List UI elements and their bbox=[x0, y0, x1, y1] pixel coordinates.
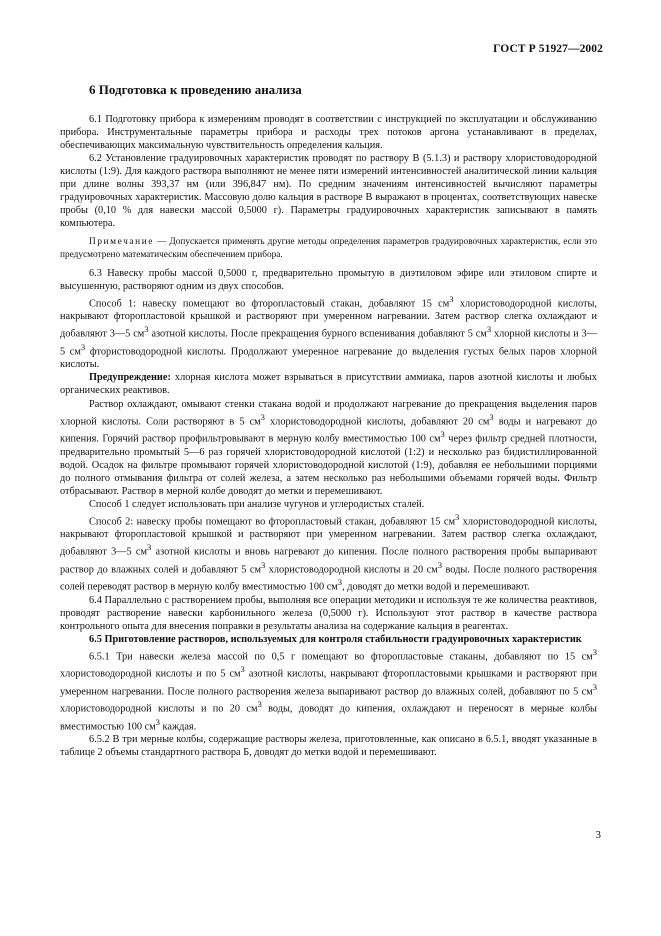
section-title: 6 Подготовка к проведению анализа bbox=[89, 82, 302, 97]
paragraph-6-5-1-text: хлористоводородной кислоты и по 5 см bbox=[60, 668, 241, 680]
method-1-text: хлорной кислоты и 3—5 см bbox=[60, 328, 597, 358]
paragraph-6-4: 6.4 Параллельно с растворением пробы, выполняя все операции методики и используя те же количества реактивов, проводят растворение навески карбонильного железа (0,5000 г). Используют этот раствор в качестве раствора контрольного опыта для внесения поправки в результаты анализа на содержание кальция в реагентах. bbox=[60, 594, 597, 632]
superscript: 3 bbox=[449, 293, 454, 304]
superscript: 3 bbox=[440, 429, 445, 440]
superscript: 3 bbox=[155, 716, 160, 727]
method-1 bbox=[60, 293, 597, 372]
superscript: 3 bbox=[147, 542, 152, 553]
method-1-text: Способ 1: навеску помещают во фторопластовый стакан, добавляют 15 см bbox=[89, 298, 450, 310]
method-1-usage: Способ 1 следует использовать при анализе чугунов и углеродистых сталей. bbox=[89, 498, 425, 510]
superscript: 3 bbox=[240, 664, 245, 675]
method-1-text: фтористоводородной кислоты. Продолжают умеренное нагревание до выделения густых белых паров хлорной кислоты. bbox=[60, 346, 598, 371]
superscript: 3 bbox=[489, 411, 494, 422]
superscript: 3 bbox=[454, 511, 460, 522]
note-label: Примечание bbox=[89, 237, 154, 248]
superscript: 3 bbox=[144, 324, 149, 335]
method-2 bbox=[60, 511, 597, 594]
cooling-text: хлористоводородной кислоты, добавляют 20 см bbox=[264, 415, 490, 427]
paragraph-6-1: 6.1 Подготовку прибора к измерениям проводят в соответствии с инструкцией по эксплуатации и обслуживанию прибора. Инструментальные параметры прибора и расходы трех потоков аргона устанавливают в пределах, обеспечивающих максимальную чувствительность определения кальция. bbox=[60, 114, 597, 152]
paragraph-6-2: 6.2 Установление градуировочных характеристик проводят по раствору В (5.1.3) и раствору хлористоводородной кислоты (1:9). Для каждого раствора выполняют не менее пяти измерений интенсивностей аналитической линии кальция при длине волны 393,37 нм (или 396,847 нм). По средним значениям интенсивностей вычисляют параметры градуировочных характеристик. Массовую долю кальция в растворе В выражают в процентах, соответствующих навеске пробы (0,10 % для навески массой 0,5000 г). Параметры градуировочных характеристик записывают в память компьютера. bbox=[60, 153, 597, 230]
body-text bbox=[60, 113, 597, 759]
cooling-text: через фильтр средней плотности, предварительно промытый 5—6 раз горячей хлористоводородной кислотой (1:2) и несколько раз бидистиллированной водой. Осадок на фильтре промывают горячей хлористоводородной кислотой (1:9), добавляя ее небольшими порциями до полного отмывания фильтра от солей железа, а затем несколько раз небольшими объемами горячей воды. Фильтр отбрасывают. Раствор в мерной колбе доводят до метки и перемешивают. bbox=[60, 433, 597, 497]
standard-code: ГОСТ Р 51927—2002 bbox=[493, 43, 603, 55]
paragraph-6-5-1-text: воды, доводят до кипения, охлаждают и переносят в мерные колбы вместимостью 100 см bbox=[60, 703, 597, 733]
cooling-text: воды и нагревают до кипения. Горячий раствор профильтровывают в мерную колбу вместимостью 100 см bbox=[60, 415, 598, 445]
superscript: 3 bbox=[80, 341, 86, 352]
page-number: 3 bbox=[595, 829, 601, 841]
cooling-paragraph bbox=[60, 398, 597, 498]
method-2-text: Способ 2: навеску пробы помещают во фторопластовый стакан, добавляют 15 см bbox=[89, 516, 455, 528]
paragraph-6-5-1-text: хлористоводородной кислоты и по 20 см bbox=[60, 703, 258, 715]
method-2-text: воды. После полного растворения солей переводят раствор в мерную колбу вместимостью 100 см bbox=[60, 564, 597, 593]
paragraph-6-5-heading: 6.5 Приготовление растворов, используемых для контроля стабильности градуировочных характеристик bbox=[89, 633, 582, 645]
warning-text: хлорная кислота может взрываться в присутствии аммиака, паров азотной кислоты и любых органических реактивов. bbox=[60, 372, 597, 397]
superscript: 3 bbox=[257, 699, 262, 710]
paragraph-6-5-1-text: каждая. bbox=[159, 721, 197, 733]
paragraph-6-5-1 bbox=[60, 646, 597, 733]
paragraph-6-5-1-text: 6.5.1 Три навески железа массой по 0,5 г помещают во фторопластовые стаканы, добавляют по 15 см bbox=[89, 651, 593, 663]
superscript: 3 bbox=[486, 324, 492, 335]
method-2-text: , доводят до метки водой и перемешивают. bbox=[342, 581, 530, 593]
method-1-text: азотной кислоты. После прекращения бурного вспенивания добавляют 5 см bbox=[148, 328, 487, 340]
method-2-text: хлористоводородной кислоты, накрывают фторопластовой крышкой и растворяют при умеренном нагревании. Затем раствор слегка охлаждают, добавляют 3—5 см bbox=[60, 516, 597, 558]
note-text: — Допускается применять другие методы определения параметров градуировочных характеристик, если это предусмотрено математическим обеспечением прибора. bbox=[60, 237, 597, 260]
method-1-text: хлористоводородной кислоты, накрывают фторопластовой крышкой и растворяют при умеренном нагревании. Затем раствор слегка охлаждают и добавляют 3—5 см bbox=[60, 298, 598, 340]
superscript: 3 bbox=[592, 646, 597, 657]
superscript: 3 bbox=[260, 559, 266, 570]
method-2-text: хлористоводородной кислоты и 20 см bbox=[265, 564, 438, 576]
superscript: 3 bbox=[592, 681, 597, 692]
paragraph-6-3: 6.3 Навеску пробы массой 0,5000 г, предварительно промытую в диэтиловом эфире или этиловом спирте и высушенную, растворяют одним из двух способов. bbox=[60, 267, 597, 292]
warning-label: Предупреждение: bbox=[89, 372, 171, 384]
superscript: 3 bbox=[260, 411, 265, 422]
cooling-text: Раствор охлаждают, омывают стенки стакана водой и продолжают нагревание до прекращения выделения паров хлорной кислоты. Соли растворяют в 5 см bbox=[60, 398, 597, 427]
warning bbox=[60, 371, 597, 397]
method-2-text: азотной кислоты и вновь нагревают до кипения. После полного растворения пробы выпаривают раствор до влажных солей и добавляют 5 см bbox=[60, 546, 597, 576]
note bbox=[60, 236, 597, 260]
superscript: 3 bbox=[437, 559, 443, 570]
superscript: 3 bbox=[337, 577, 343, 588]
paragraph-6-5-1-text: азотной кислоты, накрывают фторопластовыми крышками и растворяют при умеренном нагревании. После полного растворения железа выпаривают раствор до влажных солей, добавляют по 5 см bbox=[60, 668, 597, 698]
paragraph-6-5-2: 6.5.2 В три мерные колбы, содержащие растворы железа, приготовленные, как описано в 6.5.1, вводят указанные в таблице 2 объемы стандартного раствора Б, доводят до метки водой и перемешивают. bbox=[60, 734, 597, 759]
